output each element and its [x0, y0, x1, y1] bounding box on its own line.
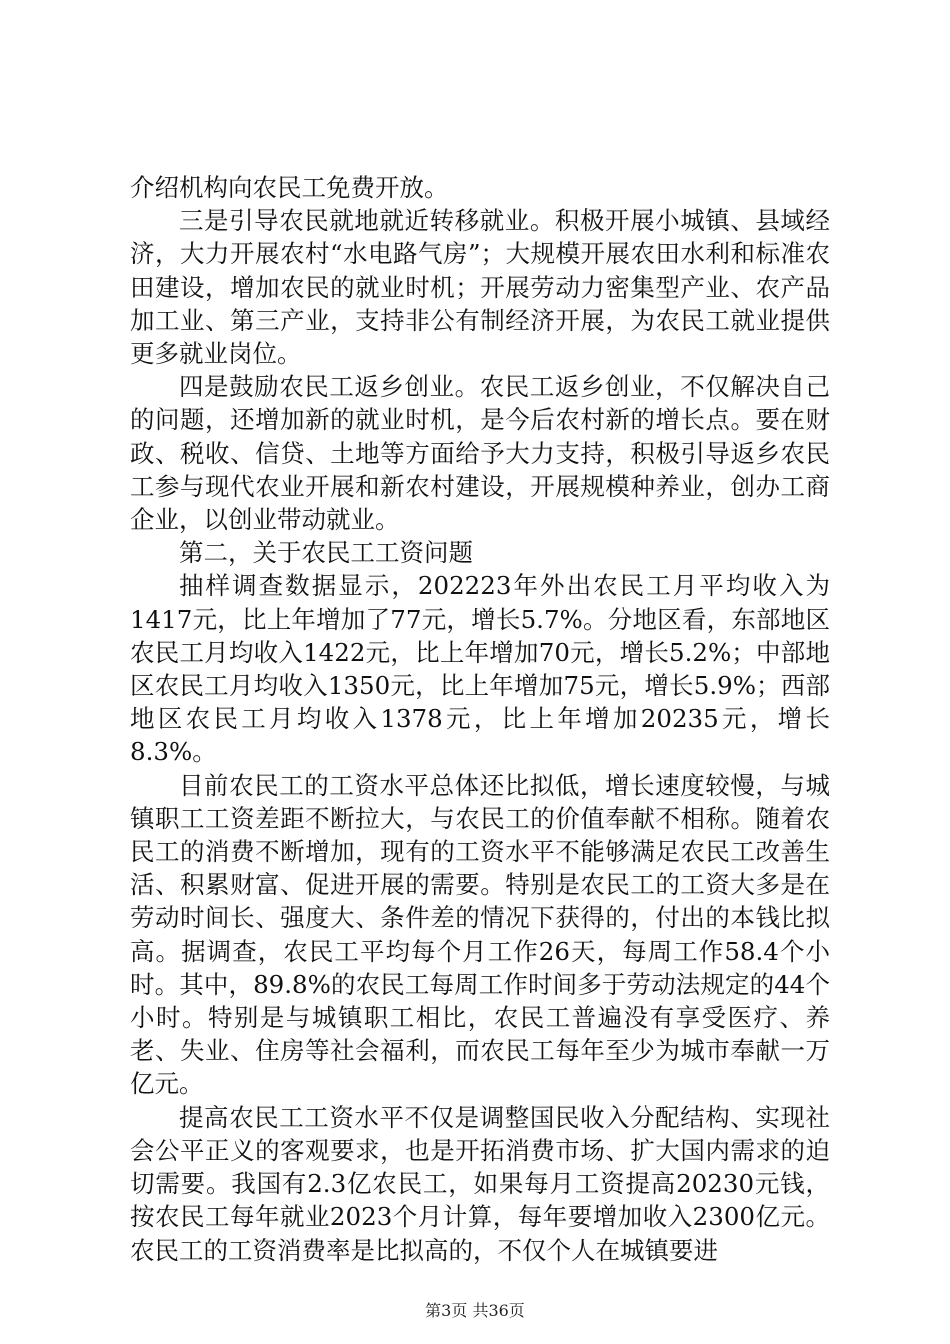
section-heading: 第二，关于农民工工资问题: [179, 538, 473, 568]
paragraph-item-three: 三是引导农民就地就近转移就业。积极开展小城镇、县域经济，大力开展农村“水电路气房”；大规模开展农田水利和标准农田建设，增加农民的就业时机；开展劳动力密集型产业、农产品加工业、第三产业，支持非公有制经济开展，为农民工就业提供更多就业岗位。: [130, 206, 830, 369]
paragraph-wage-level: 目前农民工的工资水平总体还比拟低，增长速度较慢，与城镇职工工资差距不断拉大，与农民工的价值奉献不相称。随着农民工的消费不断增加，现有的工资水平不能够满足农民工改善生活、积累财富、促进开展的需要。特别是农民工的工资大多是在劳动时间长、强度大、条件差的情况下获得的，付出的本钱比拟高。据调查，农民工平均每个月工作26天，每周工作58.4个小时。其中，89.8%的农民工每周工作时间多于劳动法规定的44个小时。特别是与城镇职工相比，农民工普遍没有享受医疗、养老、失业、住房等社会福利，而农民工每年至少为城市奉献一万亿元。: [130, 770, 830, 1099]
body-text: [130, 171, 830, 1267]
page-footer: 第3页 共36页: [425, 1301, 525, 1320]
paragraph-item-four: 四是鼓励农民工返乡创业。农民工返乡创业，不仅解决自己的问题，还增加新的就业时机，是今后农村新的增长点。要在财政、税收、信贷、土地等方面给予大力支持，积极引导返乡农民工参与现代农业开展和新农村建设，开展规模种养业，创办工商企业，以创业带动就业。: [130, 372, 830, 535]
paragraph-raise-wages: 提高农民工工资水平不仅是调整国民收入分配结构、实现社会公平正义的客观要求，也是开拓消费市场、扩大国内需求的迫切需要。我国有2.3亿农民工，如果每月工资提高20230元钱，按农民工每年就业2023个月计算，每年要增加收入2300亿元。农民工的工资消费率是比拟高的，不仅个人在城镇要进: [130, 1102, 830, 1265]
paragraph-continuation: 介绍机构向农民工免费开放。: [130, 173, 449, 202]
paragraph-survey-data: 抽样调查数据显示，202223年外出农民工月平均收入为1417元，比上年增加了77元，增长5.7%。分地区看，东部地区农民工月均收入1422元，比上年增加70元，增长5.2%；中部地区农民工月均收入1350元，比上年增加75元，增长5.9%；西部地区农民工月均收入1378元，比上年增加20235元，增长8.3%。: [130, 571, 830, 767]
